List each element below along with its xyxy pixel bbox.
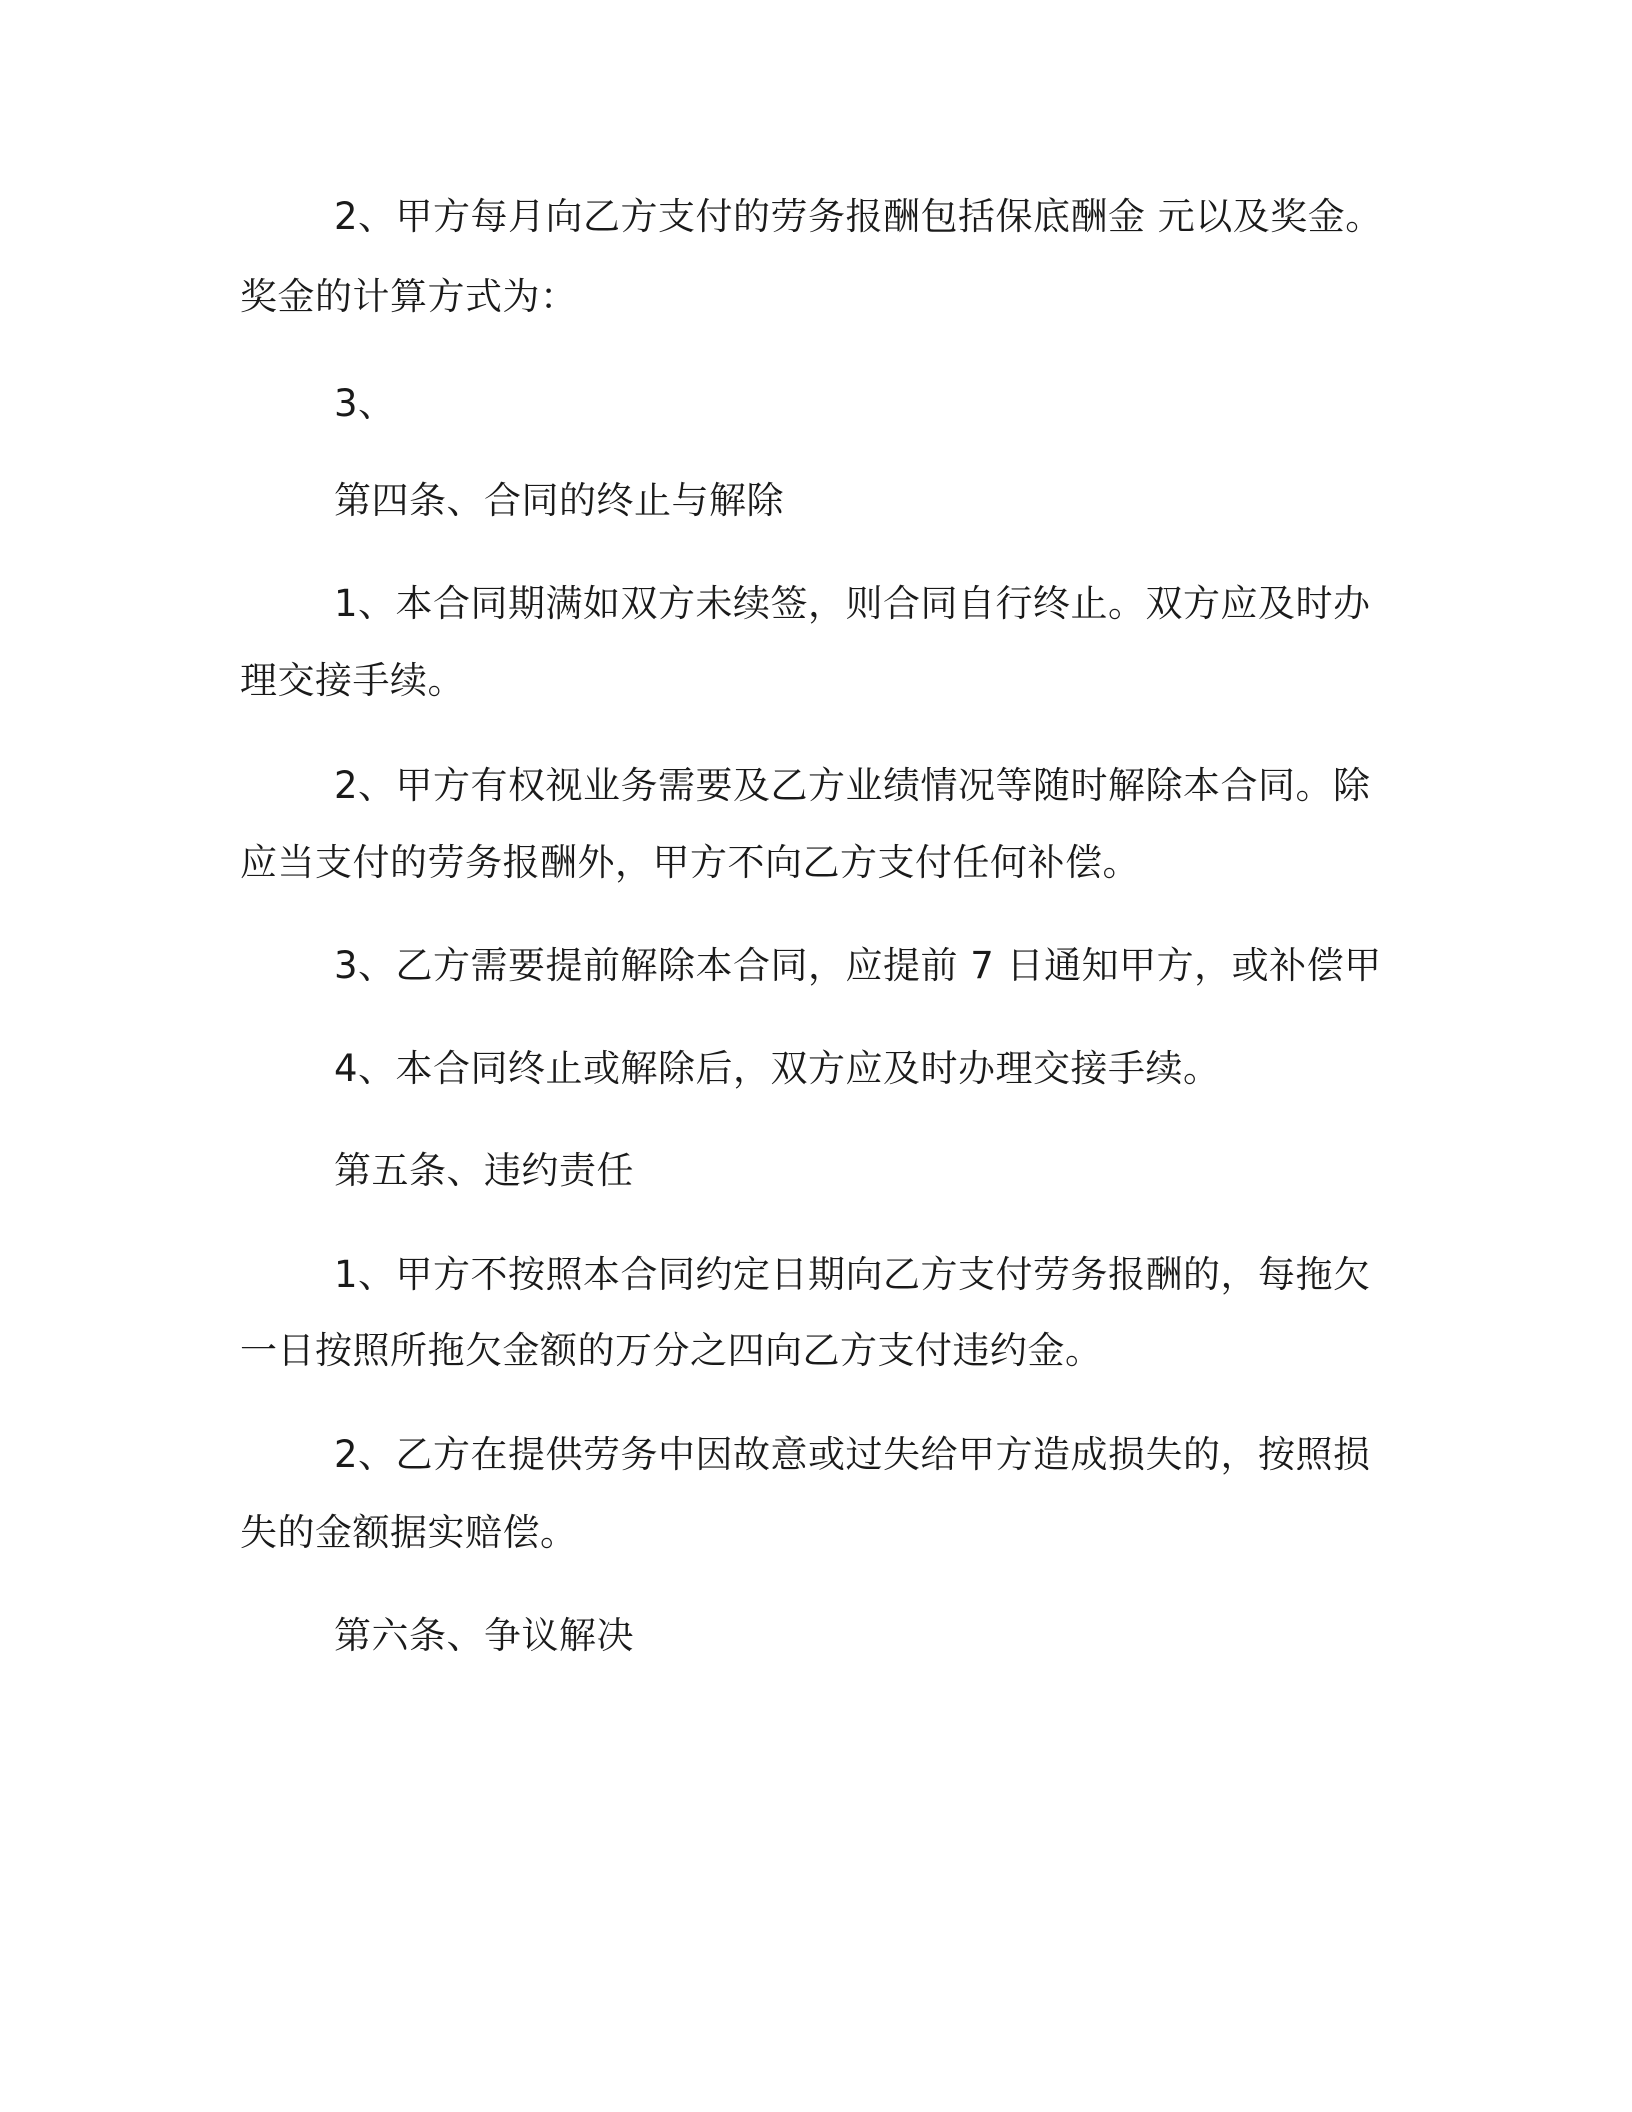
article-5-item-1-line-2: 一日按照所拖欠金额的万分之四向乙方支付违约金。 (240, 1329, 1103, 1372)
article-4-item-1-line-1: 1、本合同期满如双方未续签，则合同自行终止。双方应及时办 (334, 582, 1371, 625)
clause-2-remuneration-line-1: 2、甲方每月向乙方支付的劳务报酬包括保底酬金 元以及奖金。 (334, 195, 1383, 238)
article-4-item-2-line-1: 2、甲方有权视业务需要及乙方业绩情况等随时解除本合同。除 (334, 764, 1371, 807)
article-4-heading: 第四条、合同的终止与解除 (334, 479, 784, 522)
article-6-heading: 第六条、争议解决 (334, 1614, 634, 1657)
article-5-item-2-line-1: 2、乙方在提供劳务中因故意或过失给甲方造成损失的，按照损 (334, 1433, 1371, 1476)
article-4-item-1-line-2: 理交接手续。 (240, 659, 465, 702)
article-5-item-2-line-2: 失的金额据实赔偿。 (240, 1511, 578, 1554)
article-4-item-3: 3、乙方需要提前解除本合同，应提前 7 日通知甲方，或补偿甲 (334, 944, 1382, 987)
article-4-item-4: 4、本合同终止或解除后，双方应及时办理交接手续。 (334, 1047, 1221, 1090)
article-4-item-2-line-2: 应当支付的劳务报酬外，甲方不向乙方支付任何补偿。 (240, 841, 1140, 884)
article-5-heading: 第五条、违约责任 (334, 1149, 634, 1192)
clause-3-item: 3、 (334, 382, 396, 425)
clause-2-remuneration-line-2: 奖金的计算方式为： (240, 275, 578, 318)
article-5-item-1-line-1: 1、甲方不按照本合同约定日期向乙方支付劳务报酬的，每拖欠 (334, 1253, 1371, 1296)
